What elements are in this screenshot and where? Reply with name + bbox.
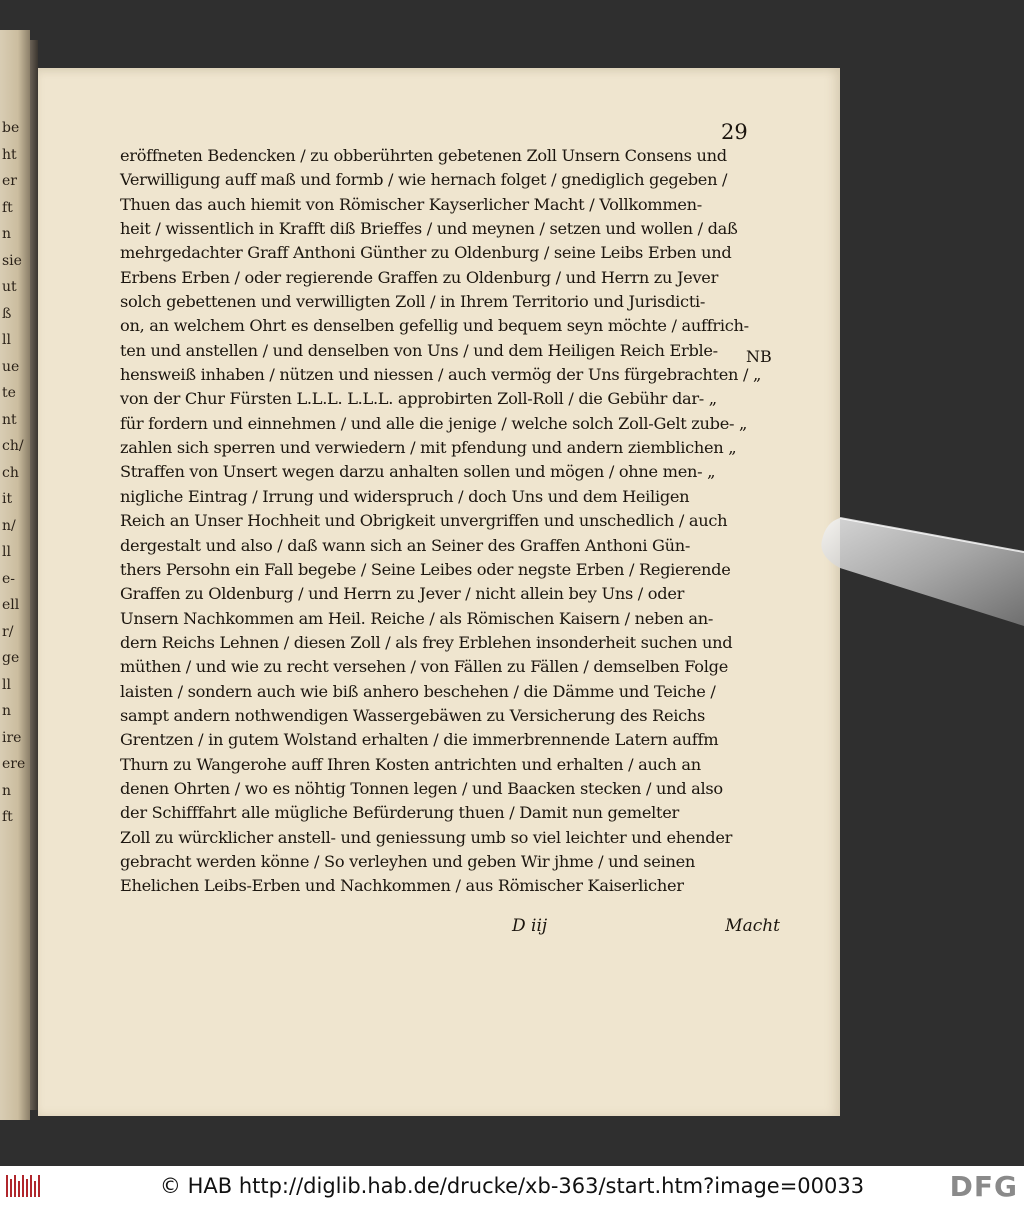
text-line: sampt andern nothwendigen Wassergebäwen zu Versicherung des Reichs bbox=[120, 705, 706, 725]
body-text bbox=[120, 144, 780, 899]
left-page-fragment: ch bbox=[2, 464, 19, 481]
page-footer-line bbox=[120, 916, 780, 942]
left-page-fragment: ch/ bbox=[2, 438, 24, 454]
text-line: ten und anstellen / und denselben von Uns / und dem Heiligen Reich Erble- bbox=[120, 340, 718, 360]
left-page-edge bbox=[0, 30, 30, 1120]
left-page-fragment: nt bbox=[2, 411, 17, 428]
text-line: Reich an Unser Hochheit und Obrigkeit unvergriffen und unschedlich / auch bbox=[120, 511, 728, 531]
text-line: Thuen das auch hiemit von Römischer Kayserlicher Macht / Vollkommen- bbox=[120, 194, 702, 214]
text-line: nigliche Eintrag / Irrung und widerspruch / doch Uns und dem Heiligen bbox=[120, 486, 690, 506]
left-page-fragment: te bbox=[2, 385, 16, 401]
text-line: Graffen zu Oldenburg / und Herrn zu Jever / nicht allein bey Uns / oder bbox=[120, 584, 685, 604]
text-line: mehrgedachter Graff Anthoni Günther zu Oldenburg / seine Leibs Erben und bbox=[120, 243, 732, 263]
left-page-fragment: r/ bbox=[2, 623, 14, 640]
text-line: Erbens Erben / oder regierende Graffen zu Oldenburg / und Herrn zu Jever bbox=[120, 267, 719, 287]
left-page-fragment: ft bbox=[2, 199, 13, 216]
left-page-fragment: ht bbox=[2, 146, 17, 163]
left-page-fragment: ell bbox=[2, 597, 20, 613]
dfg-logo: DFG bbox=[949, 1170, 1018, 1203]
book-binding bbox=[30, 40, 38, 1110]
text-line: dergestalt und also / daß wann sich an Seiner des Graffen Anthoni Gün- bbox=[120, 535, 691, 555]
text-line: denen Ohrten / wo es nöhtig Tonnen legen / und Baacken stecken / und also bbox=[120, 778, 723, 798]
left-page-fragment: ll bbox=[2, 332, 11, 348]
left-page-fragment: n bbox=[2, 226, 12, 242]
text-line: der Schifffahrt alle mügliche Befürderung thuen / Damit nun gemelter bbox=[120, 803, 679, 823]
left-page-fragment: n bbox=[2, 782, 12, 799]
left-page-fragment: n/ bbox=[2, 517, 16, 534]
text-line: eröffneten Bedencken / zu obberührten gebetenen Zoll Unsern Consens und bbox=[120, 146, 727, 165]
text-line: für fordern und einnehmen / und alle die jenige / welche solch Zoll-Gelt zube- „ bbox=[120, 413, 748, 433]
text-line: laisten / sondern auch wie biß anhero beschehen / die Dämme und Teiche / bbox=[120, 681, 716, 701]
text-line: müthen / und wie zu recht versehen / von Fällen zu Fällen / demselben Folge bbox=[120, 657, 728, 677]
left-page-fragment: sie bbox=[2, 252, 22, 269]
text-line: Grentzen / in gutem Wolstand erhalten / die immerbrennende Latern auffm bbox=[120, 730, 719, 750]
page-number: 29 bbox=[721, 120, 748, 144]
text-line: heit / wissentlich in Krafft diß Brieffes / und meynen / setzen und wollen / daß bbox=[120, 219, 738, 239]
text-line: von der Chur Fürsten L.L.L. L.L.L. approbirten Zoll-Roll / die Gebühr dar- „ bbox=[120, 389, 717, 409]
text-line: Ehelichen Leibs-Erben und Nachkommen / aus Römischer Kaiserlicher bbox=[120, 876, 684, 896]
page-clip bbox=[818, 516, 1024, 626]
text-line: zahlen sich sperren und verwiedern / mit pfendung und andern ziemblichen „ bbox=[120, 438, 737, 458]
left-page-fragment: er bbox=[2, 173, 17, 189]
left-page-fragment: e- bbox=[2, 570, 16, 587]
left-page-fragment: n bbox=[2, 703, 12, 719]
left-page-fragment: ire bbox=[2, 729, 22, 746]
left-page-fragment: be bbox=[2, 120, 20, 136]
left-page-fragment: ut bbox=[2, 279, 17, 295]
text-line: thers Persohn ein Fall begebe / Seine Leibes oder negste Erben / Regierende bbox=[120, 559, 731, 579]
text-line: Verwilligung auff maß und formb / wie hernach folget / gnediglich gegeben / bbox=[120, 170, 728, 190]
margin-note: NB bbox=[746, 347, 772, 366]
text-line: Unsern Nachkommen am Heil. Reiche / als Römischen Kaisern / neben an- bbox=[120, 608, 713, 628]
footer-credit-link[interactable]: © HAB http://diglib.hab.de/drucke/xb-363/start.htm?image=00033 bbox=[159, 1174, 865, 1198]
text-line: solch gebettenen und verwilligten Zoll / in Ihrem Territorio und Jurisdicti- bbox=[120, 292, 706, 312]
catchword: Macht bbox=[725, 916, 780, 936]
document-page bbox=[38, 68, 840, 1116]
left-page-fragment: ß bbox=[2, 305, 12, 322]
text-line: gebracht werden könne / So verleyhen und geben Wir jhme / und seinen bbox=[120, 851, 695, 871]
signature-mark: D iij bbox=[512, 916, 548, 936]
text-line: Straffen von Unsert wegen darzu anhalten sollen und mögen / ohne men- „ bbox=[120, 462, 716, 482]
left-page-fragment: ll bbox=[2, 544, 11, 560]
left-page-fragment: it bbox=[2, 491, 13, 507]
footer-bar bbox=[0, 1166, 1024, 1206]
left-page-fragment: ere bbox=[2, 756, 26, 772]
text-line: Thurn zu Wangerohe auff Ihren Kosten antrichten und erhalten / auch an bbox=[120, 754, 701, 774]
text-line: on, an welchem Ohrt es denselben gefellig und bequem seyn möchte / auffrich- bbox=[120, 316, 749, 336]
left-page-fragment: ll bbox=[2, 676, 11, 693]
text-line: Zoll zu würcklicher anstell- und geniessung umb so viel leichter und ehender bbox=[120, 827, 733, 847]
left-page-fragment: ue bbox=[2, 358, 20, 375]
text-line: hensweiß inhaben / nützen und niessen / auch vermög der Uns fürgebrachten / „ bbox=[120, 365, 762, 385]
left-page-fragment: ge bbox=[2, 650, 20, 666]
text-line: dern Reichs Lehnen / diesen Zoll / als frey Erblehen insonderheit suchen und bbox=[120, 632, 733, 652]
left-page-fragment: ft bbox=[2, 809, 13, 825]
